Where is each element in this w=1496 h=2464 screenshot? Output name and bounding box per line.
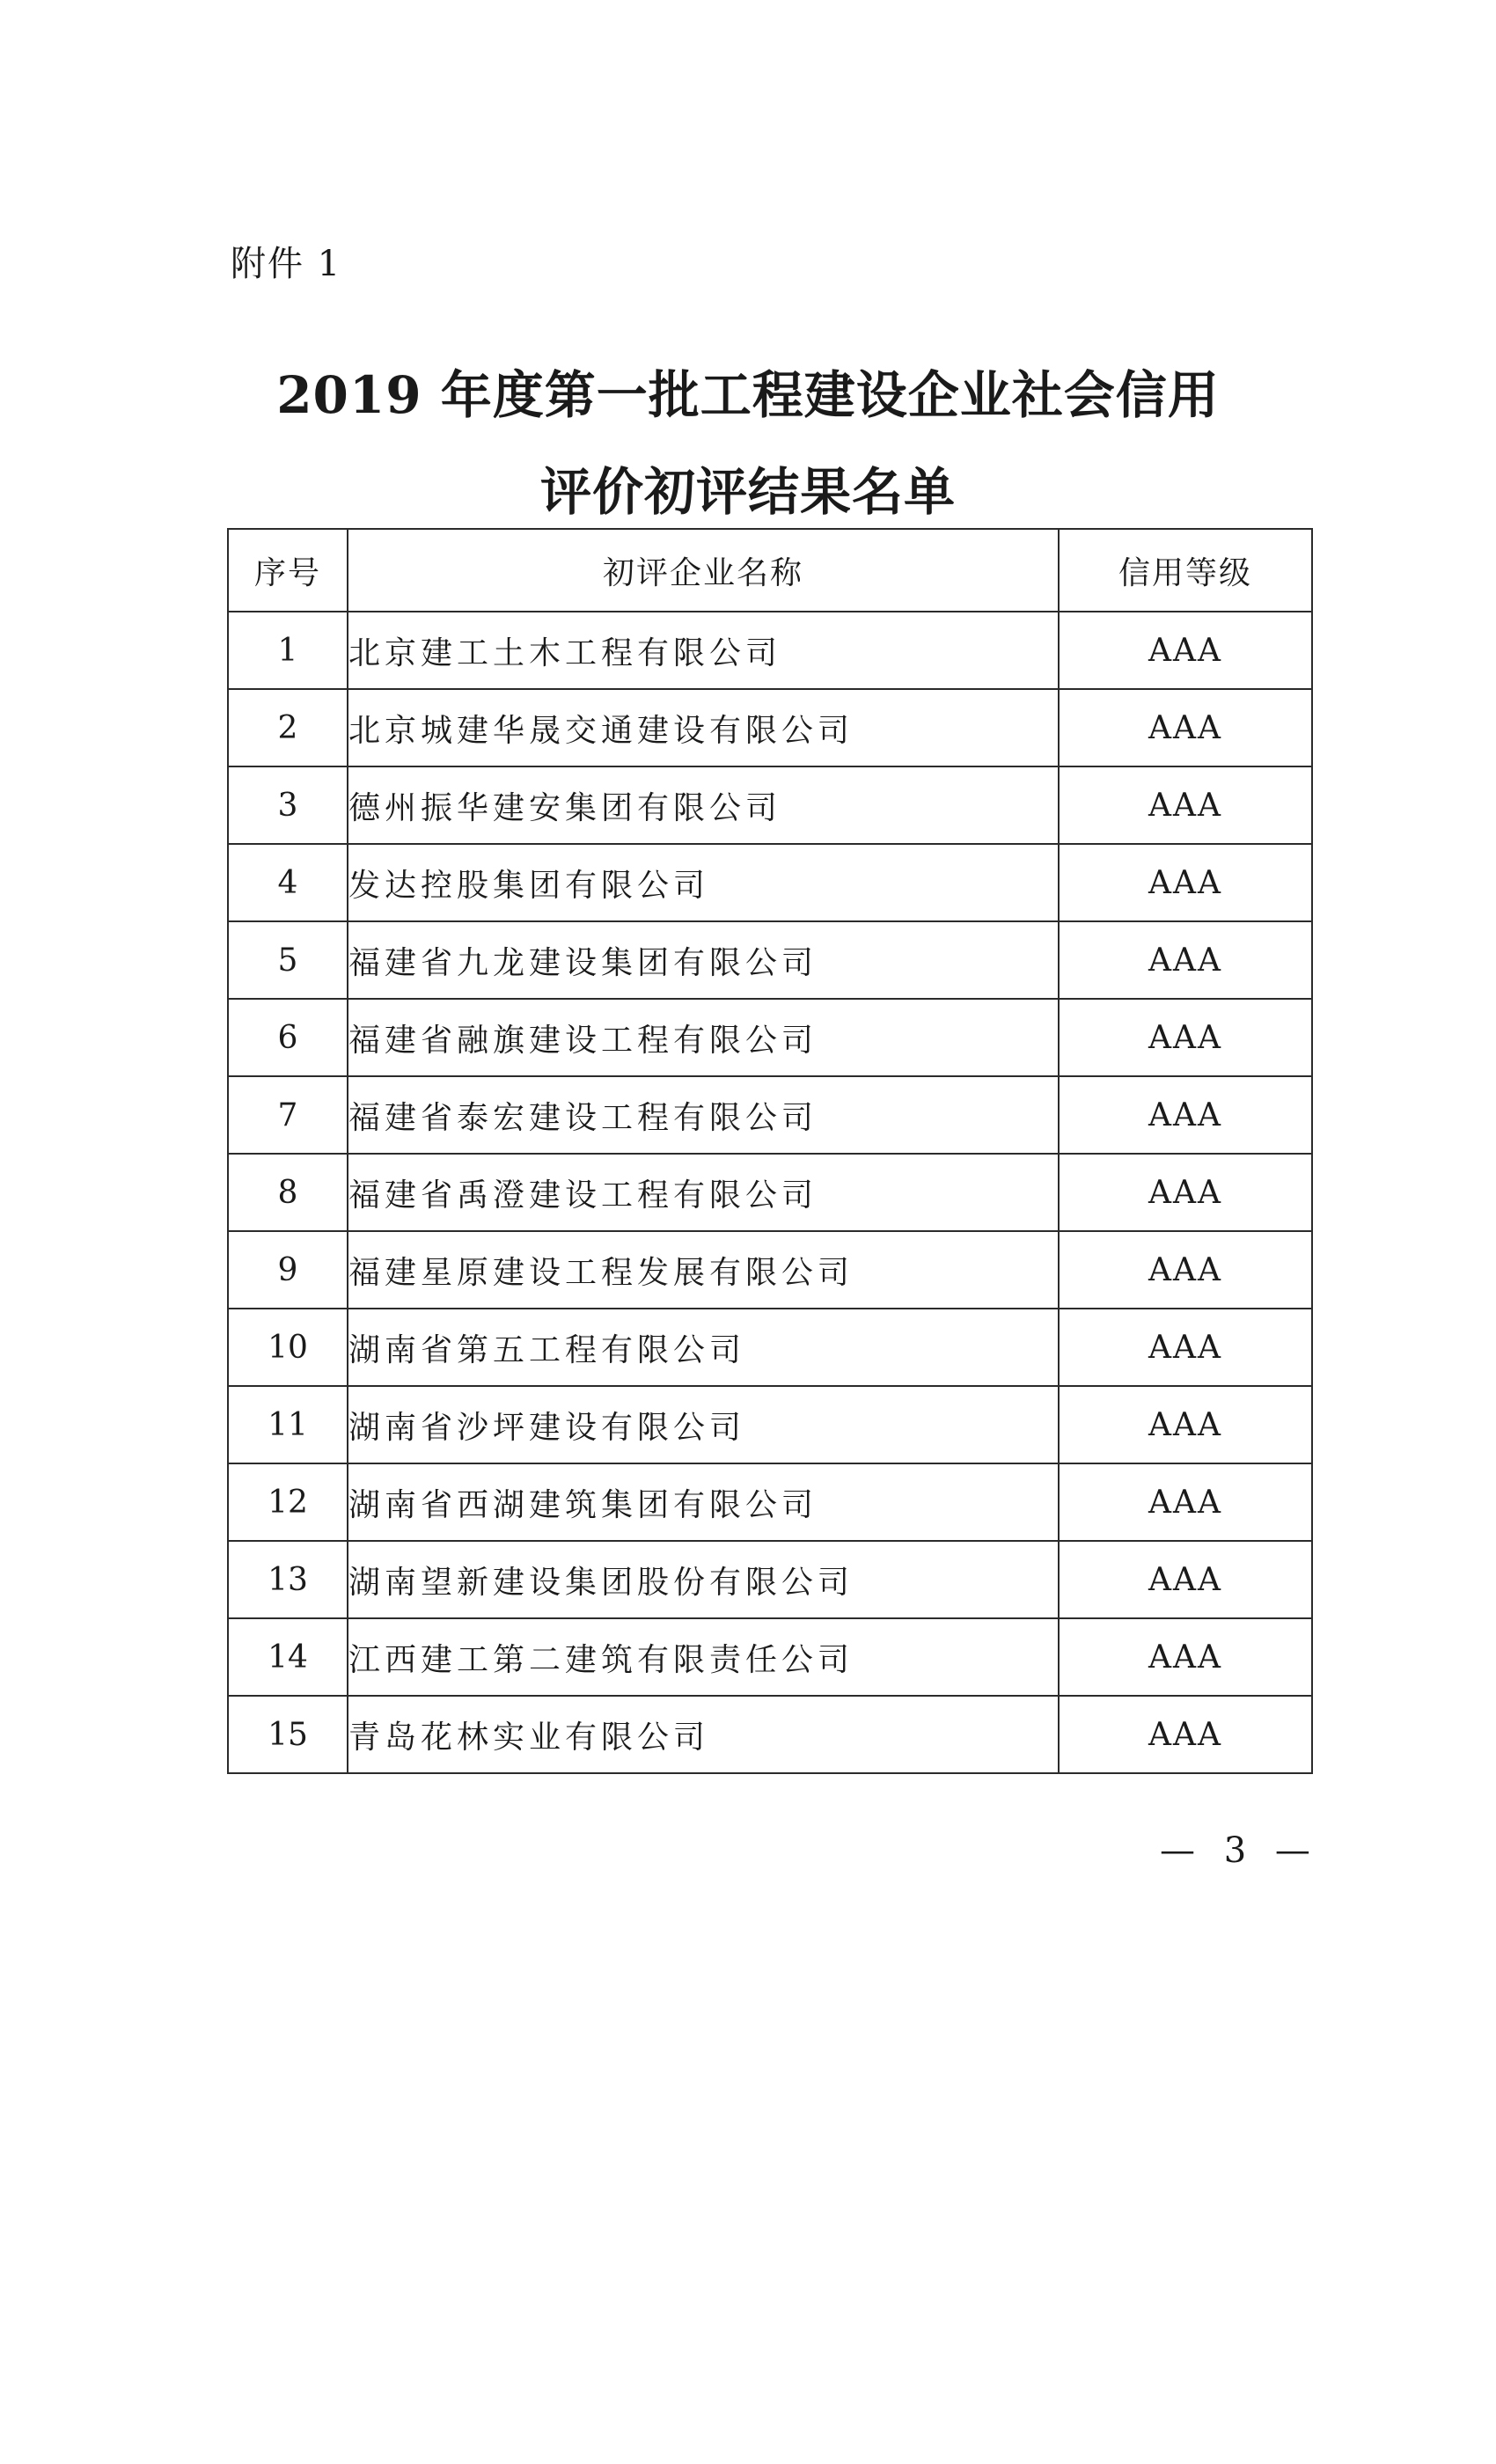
row-company-name: 湖南省西湖建筑集团有限公司 [348,1463,1059,1541]
table-row [228,689,1312,766]
row-credit-grade: AAA [1059,1076,1312,1154]
row-credit-grade: AAA [1059,766,1312,844]
table-row [228,1618,1312,1696]
row-company-name: 福建省融旗建设工程有限公司 [348,999,1059,1076]
row-credit-grade: AAA [1059,1696,1312,1773]
table-row [228,1154,1312,1231]
row-company-name: 福建省泰宏建设工程有限公司 [348,1076,1059,1154]
row-credit-grade: AAA [1059,1154,1312,1231]
row-no: 9 [228,1231,348,1309]
table-row [228,1541,1312,1618]
page-number: — 3 — [1160,1830,1319,1871]
table-row [228,844,1312,921]
table-row [228,1231,1312,1309]
row-credit-grade: AAA [1059,1386,1312,1463]
row-no: 13 [228,1541,348,1618]
row-credit-grade: AAA [1059,921,1312,999]
row-no: 1 [228,612,348,689]
header-no: 序号 [228,529,348,612]
table-row [228,1309,1312,1386]
row-company-name: 湖南省沙坪建设有限公司 [348,1386,1059,1463]
table-row [228,766,1312,844]
row-company-name: 德州振华建安集团有限公司 [348,766,1059,844]
row-no: 7 [228,1076,348,1154]
row-company-name: 发达控股集团有限公司 [348,844,1059,921]
row-company-name: 湖南省第五工程有限公司 [348,1309,1059,1386]
row-no: 4 [228,844,348,921]
row-no: 14 [228,1618,348,1696]
row-credit-grade: AAA [1059,612,1312,689]
row-no: 12 [228,1463,348,1541]
row-credit-grade: AAA [1059,844,1312,921]
row-no: 8 [228,1154,348,1231]
row-no: 2 [228,689,348,766]
row-no: 5 [228,921,348,999]
attachment-label: 附件 1 [231,244,342,284]
row-credit-grade: AAA [1059,689,1312,766]
table-row [228,921,1312,999]
header-credit-grade: 信用等级 [1059,529,1312,612]
document-title-line-2: 评价初评结果名单 [539,462,956,522]
row-no: 15 [228,1696,348,1773]
header-company-name: 初评企业名称 [348,529,1059,612]
row-no: 3 [228,766,348,844]
row-credit-grade: AAA [1059,1541,1312,1618]
row-company-name: 江西建工第二建筑有限责任公司 [348,1618,1059,1696]
document-title-line-1: 2019 年度第一批工程建设企业社会信用 [276,365,1220,425]
row-credit-grade: AAA [1059,1309,1312,1386]
row-no: 10 [228,1309,348,1386]
row-credit-grade: AAA [1059,1463,1312,1541]
row-company-name: 北京城建华晟交通建设有限公司 [348,689,1059,766]
row-company-name: 青岛花林实业有限公司 [348,1696,1059,1773]
row-company-name: 福建省九龙建设集团有限公司 [348,921,1059,999]
table-row [228,1386,1312,1463]
table-row [228,1076,1312,1154]
row-credit-grade: AAA [1059,1618,1312,1696]
table-header-row [228,529,1312,612]
row-credit-grade: AAA [1059,999,1312,1076]
row-credit-grade: AAA [1059,1231,1312,1309]
results-table [227,528,1313,1774]
table-row [228,1463,1312,1541]
row-company-name: 福建省禹澄建设工程有限公司 [348,1154,1059,1231]
row-company-name: 湖南望新建设集团股份有限公司 [348,1541,1059,1618]
row-company-name: 福建星原建设工程发展有限公司 [348,1231,1059,1309]
row-no: 6 [228,999,348,1076]
row-company-name: 北京建工土木工程有限公司 [348,612,1059,689]
table-row [228,612,1312,689]
row-no: 11 [228,1386,348,1463]
table-row [228,999,1312,1076]
table-row [228,1696,1312,1773]
